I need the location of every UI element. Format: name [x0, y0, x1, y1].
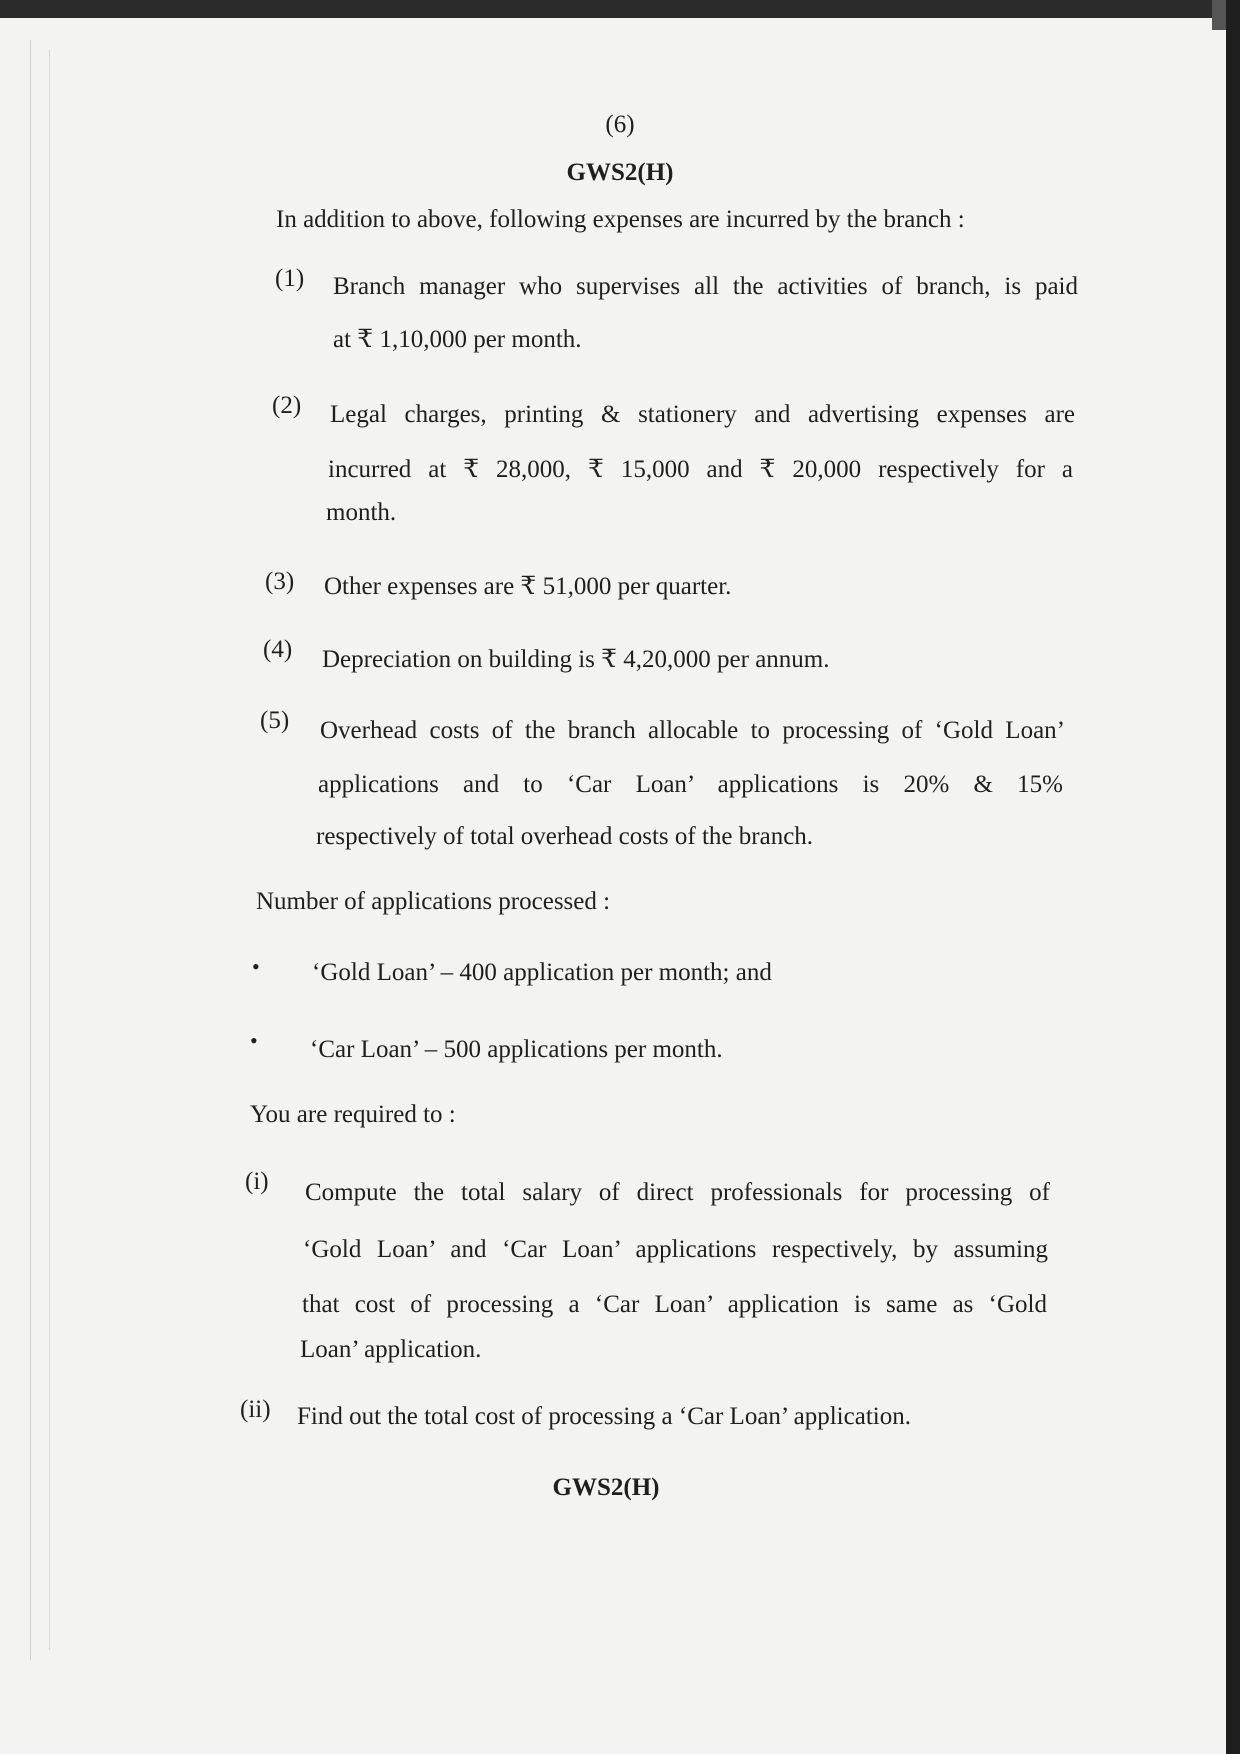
expense-2-number: (2) — [272, 392, 302, 419]
required-heading: You are required to : — [250, 1101, 456, 1128]
expense-5-line-2: applications and to ‘Car Loan’ applications is 20% & 15% — [318, 771, 1063, 798]
scan-top-edge — [0, 0, 1240, 18]
paper-code-header: GWS2(H) — [566, 159, 674, 186]
expense-1-line-1: Branch manager who supervises all the activities of branch, is paid — [333, 273, 1078, 300]
paper-code-footer: GWS2(H) — [552, 1474, 660, 1501]
expense-5-number: (5) — [260, 707, 290, 734]
expense-5-line-1: Overhead costs of the branch allocable to processing of ‘Gold Loan’ — [320, 717, 1065, 744]
requirement-i-number: (i) — [245, 1168, 269, 1195]
expense-4-line-1: Depreciation on building is ₹ 4,20,000 per annum. — [322, 646, 830, 673]
expense-5-line-3: respectively of total overhead costs of the branch. — [316, 823, 814, 850]
expense-2-line-2: incurred at ₹ 28,000, ₹ 15,000 and ₹ 20,000 respectively for a — [328, 456, 1073, 483]
expense-1-number: (1) — [275, 265, 305, 292]
scan-left-margin-lines — [30, 40, 61, 1660]
page-number: (6) — [605, 111, 635, 138]
intro-text: In addition to above, following expenses are incurred by the branch : — [276, 206, 965, 233]
expense-1-line-2: at ₹ 1,10,000 per month. — [333, 326, 582, 353]
expense-3-line-1: Other expenses are ₹ 51,000 per quarter. — [324, 573, 732, 600]
requirement-ii-number: (ii) — [240, 1396, 271, 1423]
bullet-car-loan: • — [250, 1028, 258, 1053]
requirement-i-line-2: ‘Gold Loan’ and ‘Car Loan’ applications respectively, by assuming — [303, 1236, 1048, 1263]
application-gold-loan: ‘Gold Loan’ – 400 application per month; and — [312, 959, 772, 986]
expense-4-number: (4) — [263, 636, 293, 663]
scan-right-edge — [1226, 0, 1240, 1754]
bullet-gold-loan: • — [252, 954, 260, 979]
requirement-i-line-1: Compute the total salary of direct professionals for processing of — [305, 1179, 1050, 1206]
requirement-i-line-4: Loan’ application. — [300, 1336, 482, 1363]
scan-right-edge-top — [1212, 0, 1226, 30]
requirement-i-line-3: that cost of processing a ‘Car Loan’ application is same as ‘Gold — [302, 1291, 1047, 1318]
expense-2-line-1: Legal charges, printing & stationery and advertising expenses are — [330, 401, 1075, 428]
expense-3-number: (3) — [265, 568, 295, 595]
application-car-loan: ‘Car Loan’ – 500 applications per month. — [310, 1036, 723, 1063]
requirement-ii-line-1: Find out the total cost of processing a ‘Car Loan’ application. — [297, 1403, 911, 1430]
applications-heading: Number of applications processed : — [256, 888, 611, 915]
expense-2-line-3: month. — [326, 499, 397, 526]
